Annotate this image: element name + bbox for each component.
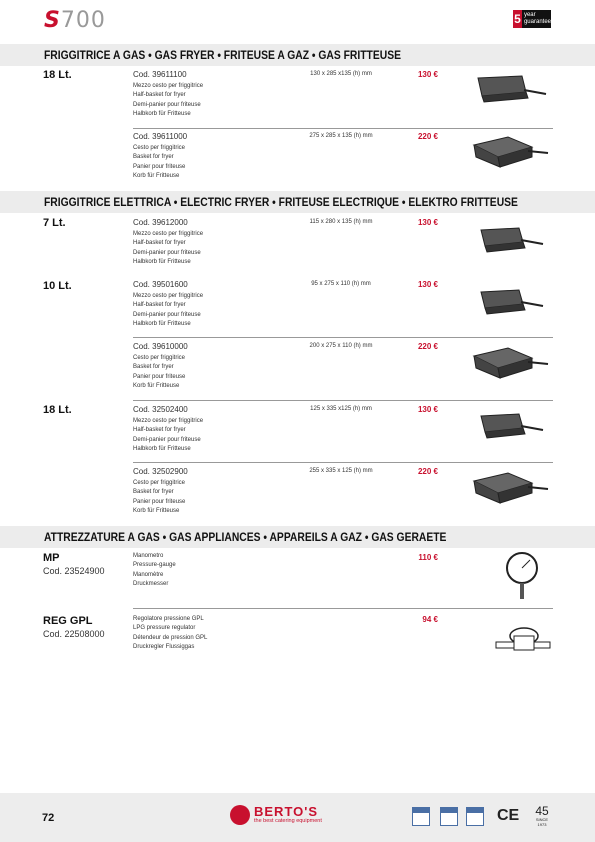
product-description: Mezzo cesto per friggitrice Half-basket for fryer Demi-panier pour friteuse Halbkorb für Fritteuse	[133, 418, 204, 453]
capacity-label: 7 Lt.	[43, 217, 66, 229]
page-header	[0, 0, 595, 38]
bertos-logo: BERTO'S the best catering equipment	[230, 805, 322, 825]
product-code: Cod. 39501600	[133, 280, 188, 289]
product-code: Cod. 39610000	[133, 342, 188, 351]
product-code: Cod. 39612000	[133, 218, 188, 227]
capacity-label: 18 Lt.	[43, 69, 72, 81]
certification-icon	[466, 807, 484, 826]
product-dimensions: 130 x 285 x135 (h) mm	[310, 71, 372, 77]
row-divider	[133, 608, 553, 609]
half-basket-image	[475, 224, 547, 256]
product-price: 220 €	[417, 467, 438, 476]
pressure-gauge-image	[500, 550, 544, 602]
product-dimensions: 275 x 285 x 135 (h) mm	[309, 133, 373, 139]
certification-icon	[440, 807, 458, 826]
product-code: Cod. 22508000	[43, 629, 105, 639]
product-description: Mezzo cesto per friggitrice Half-basket for fryer Demi-panier pour friteuse Halbkorb für Fritteuse	[133, 83, 204, 118]
basket-image	[470, 344, 550, 382]
product-name: REG GPL	[43, 615, 93, 627]
product-description: Cesto per friggitrice Basket for fryer Panier pour friteuse Korb für Fritteuse	[133, 355, 186, 390]
row-divider	[133, 462, 553, 463]
ce-mark: CE	[497, 807, 520, 824]
product-description: Regolatore pressione GPL LPG pressure regulator Détendeur de pression GPL Druckregler Flussiggas	[133, 616, 208, 651]
half-basket-image	[470, 72, 550, 106]
product-code: Cod. 32502400	[133, 405, 188, 414]
bertos-emblem-icon	[230, 805, 250, 825]
section-header-electric-fryer: FRIGGITRICE ELETTRICA • ELECTRIC FRYER • FRITEUSE ELECTRIQUE • ELEKTRO FRITTEUSE	[0, 191, 595, 213]
anniversary-badge: 45 SINCE 1973	[535, 804, 549, 827]
product-dimensions: 95 x 275 x 110 (h) mm	[311, 281, 371, 287]
section-header-gas-appliances: ATTREZZATURE A GAS • GAS APPLIANCES • APPAREILS A GAZ • GAS GERAETE	[0, 526, 595, 548]
product-dimensions: 200 x 275 x 110 (h) mm	[309, 343, 373, 349]
product-description: Manometro Pressure-gauge Manomètre Druckmesser	[133, 553, 176, 588]
page-footer	[0, 793, 595, 842]
product-dimensions: 125 x 335 x125 (h) mm	[310, 406, 372, 412]
product-price: 110 €	[418, 553, 438, 562]
basket-image	[470, 469, 550, 507]
row-divider	[133, 128, 553, 129]
page-number: 72	[42, 812, 55, 824]
product-description: Mezzo cesto per friggitrice Half-basket for fryer Demi-panier pour friteuse Halbkorb für Fritteuse	[133, 231, 204, 266]
product-name: MP	[43, 552, 60, 564]
half-basket-image	[475, 410, 547, 442]
row-divider	[133, 400, 553, 401]
product-price: 130 €	[417, 405, 438, 414]
product-price: 220 €	[417, 342, 438, 351]
product-description: Cesto per friggitrice Basket for fryer Panier pour friteuse Korb für Fritteuse	[133, 480, 186, 515]
warranty-badge: 5 year guarantee	[514, 12, 551, 26]
product-price: 130 €	[417, 70, 438, 79]
product-dimensions: 115 x 280 x 135 (h) mm	[309, 219, 373, 225]
certification-icon	[412, 807, 430, 826]
s700-logo: S700	[44, 8, 106, 33]
product-code: Cod. 23524900	[43, 566, 105, 576]
product-price: 130 €	[417, 218, 438, 227]
product-description: Cesto per friggitrice Basket for fryer Panier pour friteuse Korb für Fritteuse	[133, 145, 186, 180]
section-header-gas-fryer: FRIGGITRICE A GAS • GAS FRYER • FRITEUSE A GAZ • GAS FRITTEUSE	[0, 44, 595, 66]
capacity-label: 10 Lt.	[43, 280, 72, 292]
product-price: 220 €	[417, 132, 438, 141]
gas-regulator-image	[494, 622, 554, 662]
product-price: 94 €	[422, 615, 438, 624]
product-dimensions: 255 x 335 x 125 (h) mm	[309, 468, 373, 474]
product-code: Cod. 39611000	[133, 132, 188, 141]
product-code: Cod. 39611100	[133, 70, 187, 79]
product-description: Mezzo cesto per friggitrice Half-basket for fryer Demi-panier pour friteuse Halbkorb für Fritteuse	[133, 293, 204, 328]
product-code: Cod. 32502900	[133, 467, 188, 476]
basket-image	[470, 133, 550, 171]
product-price: 130 €	[417, 280, 438, 289]
row-divider	[133, 337, 553, 338]
half-basket-image	[475, 286, 547, 318]
capacity-label: 18 Lt.	[43, 404, 72, 416]
